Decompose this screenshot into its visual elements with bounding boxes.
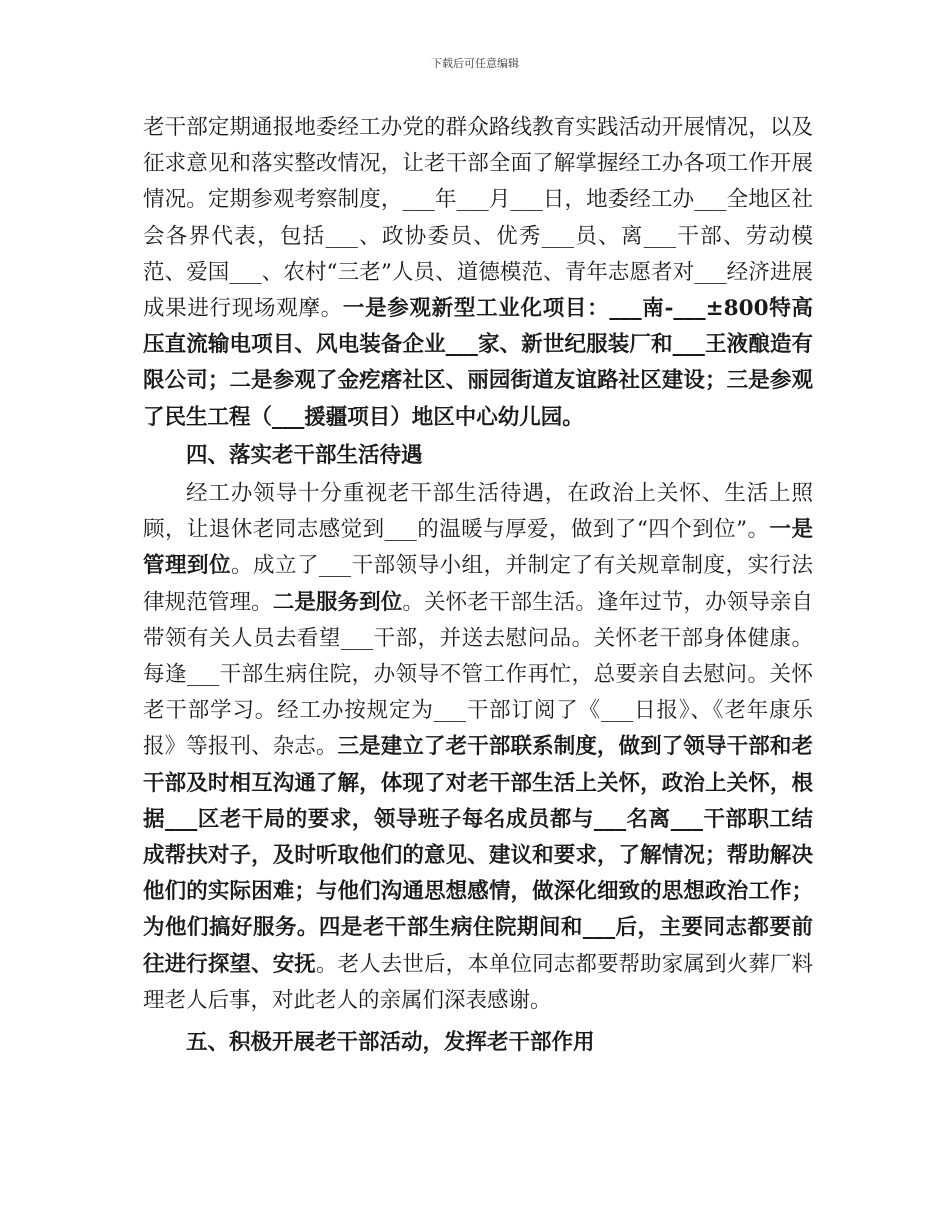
- paragraph-2-s5: 。关怀老干部生活。逢年过节，办领导亲自带领有关人员去看望___干部，并送去慰问品。关怀老干部身体健康。每逢___干部生病住院，办领导不管工作再忙，总要亲自去慰问。关怀老干部学习。经工办按规定为___干部订阅了《___日报》、《老年康乐报》等报刊、杂志。: [143, 589, 813, 760]
- paragraph-1-bold-text: 一是参观新型工业化项目：___南-___±800特高压直流输电项目、风电装备企业___家、新世纪服装厂和___王液酿造有限公司；二是参观了金疙瘩社区、丽园街道友谊路社区建设；三是参观了民生工程（___援疆项目）地区中心幼儿园。: [143, 296, 813, 430]
- paragraph-2-s3: 。成立了___干部领导小组，并制定了有关规章制度，实行法律规范管理。: [143, 553, 813, 615]
- page-header: 下载后可任意编辑: [431, 57, 519, 70]
- section-heading-4: 四、落实老干部生活待遇: [186, 442, 423, 468]
- paragraph-2-s1: 经工办领导十分重视老干部生活待遇，在政治上关怀、生活上照顾，让退休老同志感觉到___的温暖与厚爱，做到了“四个到位”。: [143, 481, 813, 543]
- section-heading-5: 五、积极开展老干部活动，发挥老干部作用: [186, 1030, 595, 1056]
- paragraph-2-s6: 三是建立了老干部联系制度，做到了领导干部和老干部及时相互沟通了解，体现了对老干部生活上关怀，政治上关怀，根据___区老干局的要求，领导班子每名成员都与___名离___干部职工结成帮扶对子，及时听取他们的意见、建议和要求，了解情况；帮助解决他们的实际困难；与他们沟通思想感情，做深化细致的思想政治工作；为他们搞好服务。四是老干部生病住院期间和___后，主要同志都要前往进行探望、安抚: [143, 734, 813, 977]
- paragraph-2-s4: 二是服务到位: [272, 589, 403, 615]
- paragraph-2-s2: 一是管理到位: [143, 517, 813, 579]
- paragraph-1-text: 老干部定期通报地委经工办党的群众路线教育实践活动开展情况，以及征求意见和落实整改情况，让老干部全面了解掌握经工办各项工作开展情况。定期参观考察制度，___年___月___日，地委经工办___全地区社会各界代表，包括___、政协委员、优秀___员、离___干部、劳动模范、爱国___、农村“三老”人员、道德模范、青年志愿者对___经济进展成果进行现场观摩。: [143, 115, 813, 322]
- paragraph-2: [143, 476, 813, 1019]
- paragraph-2-s7: 。老人去世后，本单位同志都要帮助家属到火葬厂料理老人后事，对此老人的亲属们深表感谢。: [143, 951, 813, 1013]
- document-body: [143, 110, 813, 1061]
- paragraph-1: [143, 110, 813, 436]
